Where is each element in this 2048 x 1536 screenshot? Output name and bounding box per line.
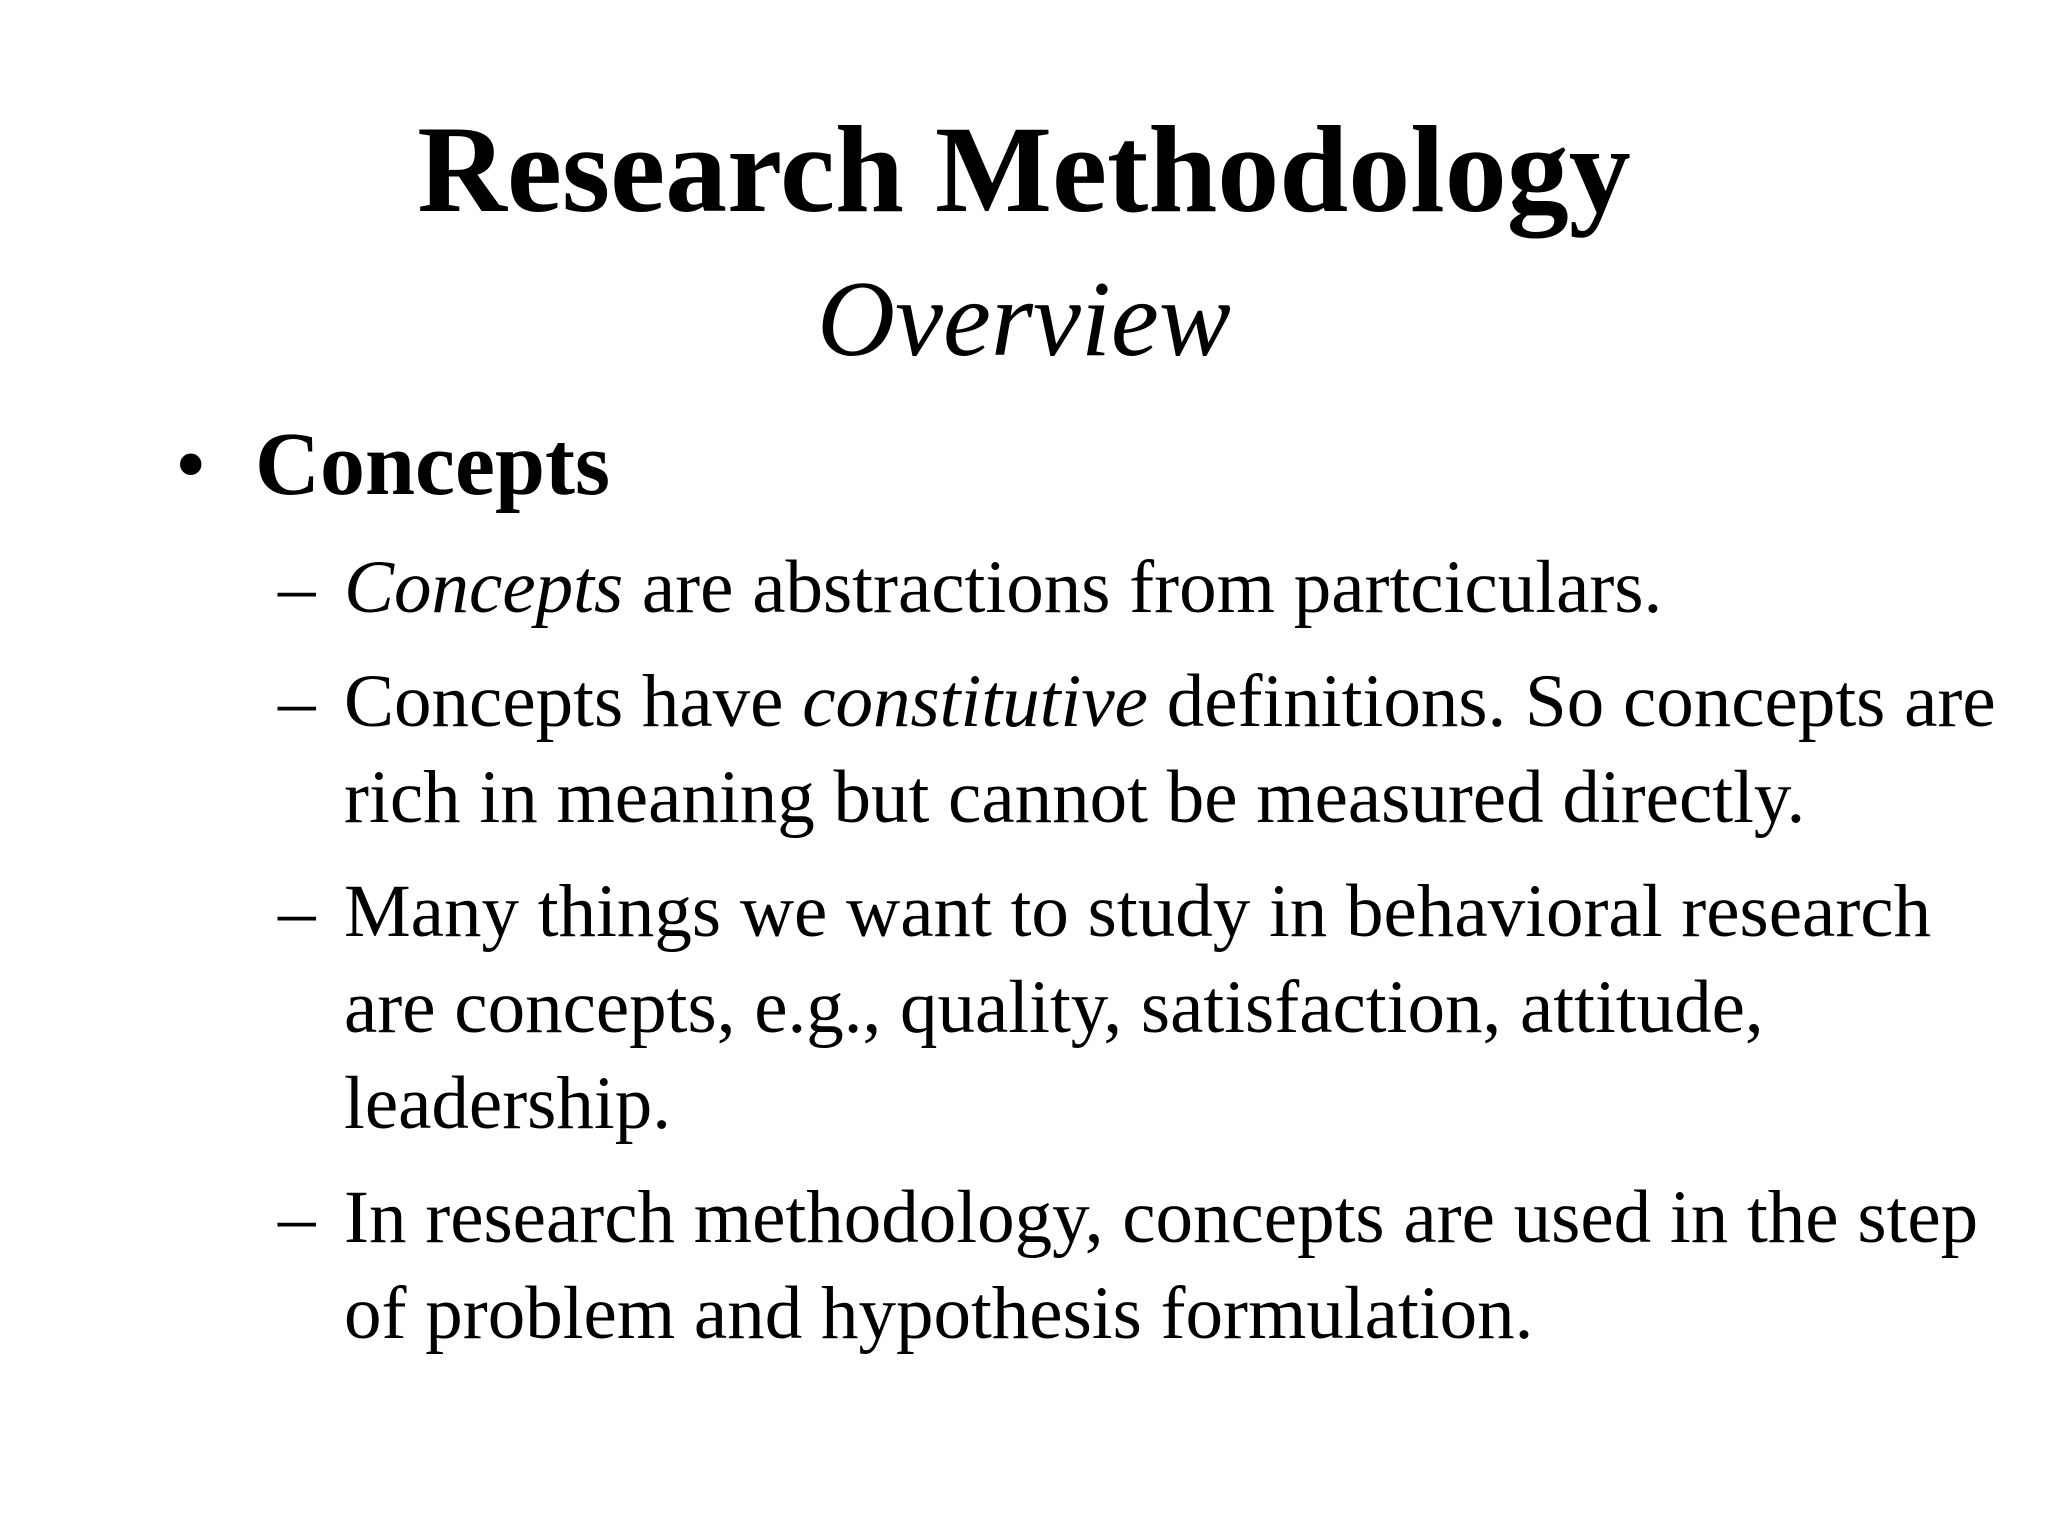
- sub-bullet-item: [278, 1170, 1998, 1362]
- slide-subtitle: Overview: [817, 260, 1231, 379]
- sub-bullet-item: [278, 864, 1998, 1152]
- italic-term: Concepts: [344, 546, 624, 629]
- item-text-post: definitions. So concepts are rich in meaning but cannot be measured directly.: [344, 660, 1996, 839]
- main-bullet-label: Concepts: [255, 415, 610, 514]
- item-text: In research methodology, concepts are used in the step of problem and hypothesis formulation.: [344, 1176, 1979, 1355]
- item-text: are abstractions from partciculars.: [623, 546, 1663, 629]
- sub-bullet-item: [278, 540, 1998, 636]
- sub-bullet-item: [278, 654, 1998, 846]
- sub-bullet-list: [278, 540, 1998, 1380]
- dash-marker: –: [278, 1176, 316, 1259]
- italic-term: constitutive: [802, 660, 1148, 743]
- bullet-marker: •: [175, 415, 207, 514]
- dash-marker: –: [278, 546, 316, 629]
- item-text-pre: Concepts have: [344, 660, 803, 743]
- dash-marker: –: [278, 660, 316, 743]
- main-bullet: [175, 410, 610, 520]
- item-text: Many things we want to study in behavioral research are concepts, e.g., quality, satisfaction, attitude, leadership.: [344, 870, 1932, 1145]
- title-block: [0, 95, 2048, 395]
- dash-marker: –: [278, 870, 316, 953]
- slide-title: Research Methodology: [417, 101, 1631, 238]
